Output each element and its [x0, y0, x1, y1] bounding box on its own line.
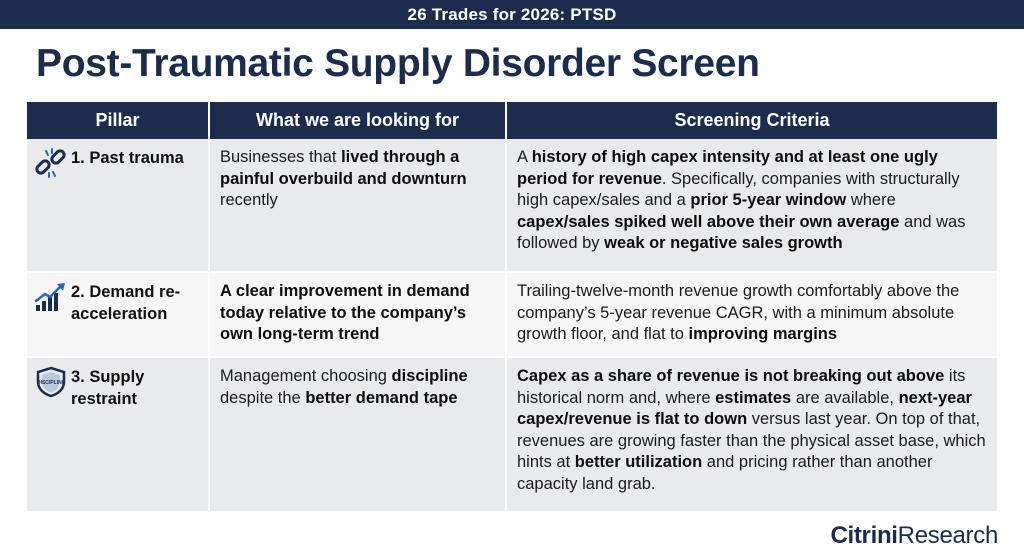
pillar-cell [27, 357, 209, 512]
svg-text:DISCIPLINE: DISCIPLINE [36, 380, 66, 386]
pillar-label: 2. Demand re-acceleration [71, 283, 181, 323]
column-header-looking-for: What we are looking for [209, 102, 506, 139]
table-row [27, 139, 997, 272]
pillar-cell [27, 139, 209, 272]
page-title: Post-Traumatic Supply Disorder Screen [36, 42, 760, 85]
looking-for-cell [209, 272, 506, 357]
criteria-cell [506, 272, 997, 357]
criteria-text: Capex as a share of revenue is not breaking out above its historical norm and, where estimates are available, next-year capex/revenue is flat to down versus last year. On top of that, revenues are growing faster than the physical asset base, which hints at better utilization and pricing rather than another capacity land grab. [517, 367, 986, 493]
pillar-label: 1. Past trauma [71, 149, 184, 167]
pillar-label: 3. Supply restraint [71, 368, 145, 408]
looking-for-text: Management choosing discipline despite the better demand tape [220, 367, 468, 407]
screen-table [27, 102, 997, 513]
looking-for-cell [209, 357, 506, 512]
criteria-text: Trailing-twelve-month revenue growth comfortably above the company’s 5-year revenue CAGR, with a minimum absolute growth floor, and flat to improving margins [517, 282, 960, 343]
banner-text: 26 Trades for 2026: PTSD [407, 4, 617, 24]
broken-chain-icon [33, 147, 71, 179]
discipline-shield-icon [33, 366, 71, 398]
table-header-row [27, 102, 997, 139]
pillar-cell [27, 272, 209, 357]
table-row [27, 272, 997, 357]
column-header-pillar: Pillar [27, 102, 209, 139]
looking-for-text: Businesses that lived through a painful overbuild and downturn recently [220, 148, 467, 209]
rising-chart-rocket-icon [33, 281, 71, 313]
brand-part2: Research [897, 522, 998, 549]
criteria-cell [506, 139, 997, 272]
table-row [27, 357, 997, 512]
brand-part1: Citrini [830, 522, 898, 549]
column-header-criteria: Screening Criteria [506, 102, 997, 139]
criteria-cell [506, 357, 997, 512]
looking-for-text: A clear improvement in demand today relative to the company’s own long-term trend [220, 282, 470, 343]
top-banner [0, 0, 1024, 29]
looking-for-cell [209, 139, 506, 272]
criteria-text: A history of high capex intensity and at least one ugly period for revenue. Specifically, companies with structurally high capex/sales and a prior 5-year window where capex/sales spiked well above their own average and was followed by weak or negative sales growth [517, 148, 966, 252]
brand-logo [830, 522, 998, 550]
